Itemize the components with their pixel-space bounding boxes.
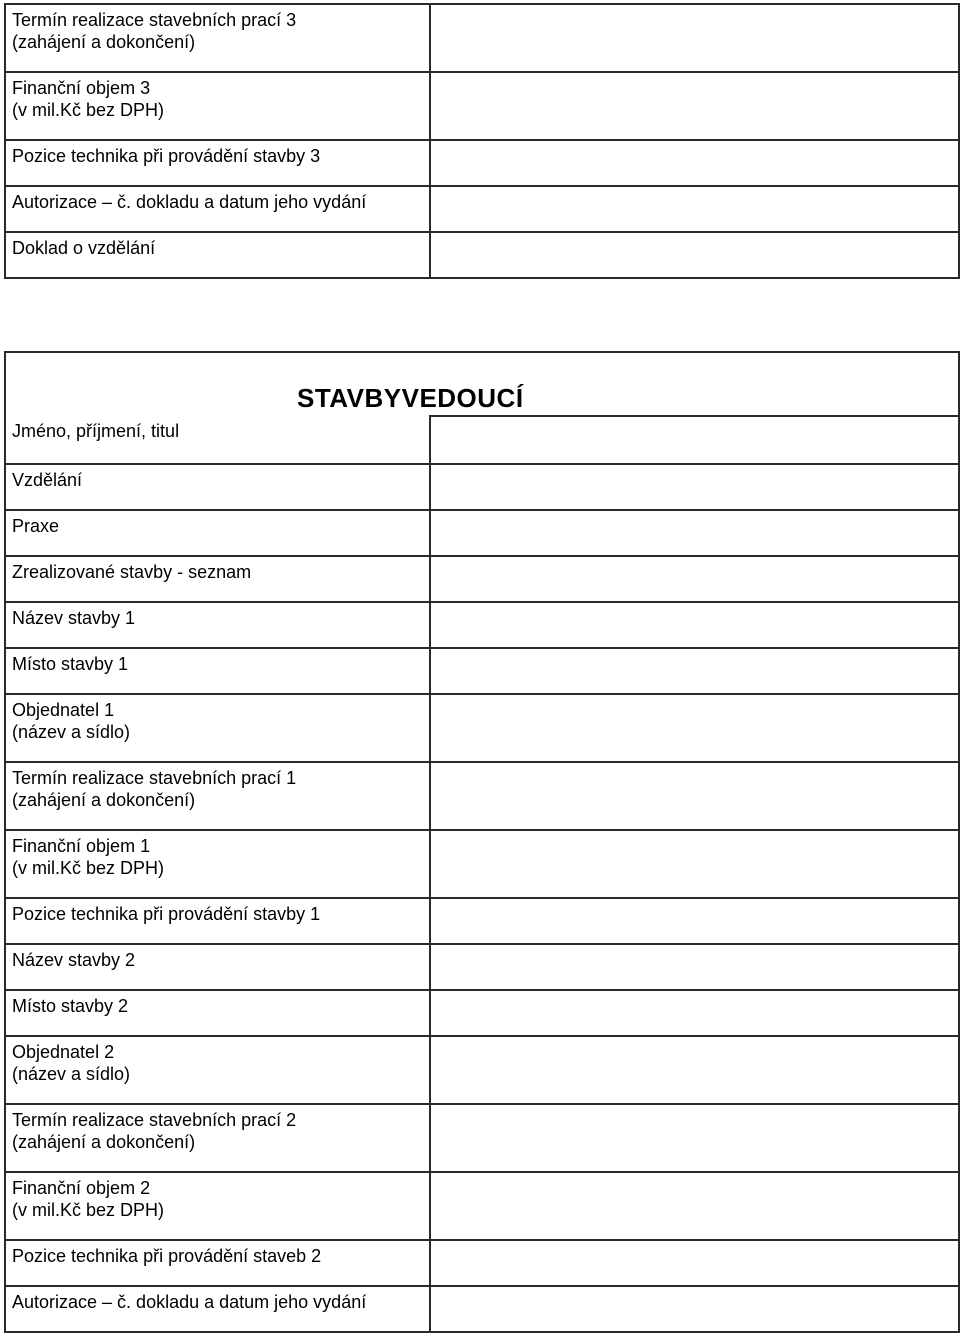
row-label-cell <box>5 416 430 464</box>
row-label-cell <box>5 898 430 944</box>
row-value-cell[interactable] <box>430 464 959 510</box>
row-label: Termín realizace stavebních prací 1 (zahájení a dokončení) <box>12 768 297 810</box>
row-label: Objednatel 2 (název a sídlo) <box>12 1042 131 1084</box>
row-label: Termín realizace stavebních prací 2 (zahájení a dokončení) <box>12 1110 297 1152</box>
row-label-cell <box>5 1172 430 1240</box>
row-label: Autorizace – č. dokladu a datum jeho vydání <box>12 192 367 212</box>
row-value-cell[interactable] <box>430 830 959 898</box>
form-row <box>5 648 959 694</box>
form-row <box>5 416 959 464</box>
row-label: Název stavby 2 <box>12 950 136 970</box>
row-label: Název stavby 1 <box>12 608 136 628</box>
row-label-cell <box>5 1104 430 1172</box>
row-label-cell <box>5 140 430 186</box>
row-value-cell[interactable] <box>430 990 959 1036</box>
row-value-cell[interactable] <box>430 1104 959 1172</box>
row-value-cell[interactable] <box>430 1240 959 1286</box>
form-row <box>5 72 959 140</box>
form-row <box>5 898 959 944</box>
row-label: Finanční objem 2 (v mil.Kč bez DPH) <box>12 1178 165 1220</box>
form-row <box>5 694 959 762</box>
row-label-cell <box>5 72 430 140</box>
row-label-cell <box>5 232 430 278</box>
previous-form-table <box>4 3 960 279</box>
row-value-cell[interactable] <box>430 648 959 694</box>
row-label-cell <box>5 1286 430 1332</box>
row-label: Termín realizace stavebních prací 3 (zahájení a dokončení) <box>12 10 297 52</box>
row-value-cell[interactable] <box>430 232 959 278</box>
title-cell <box>5 352 959 416</box>
row-label-cell <box>5 694 430 762</box>
row-label: Pozice technika při provádění staveb 2 <box>12 1246 322 1266</box>
row-label-cell <box>5 944 430 990</box>
form-row <box>5 186 959 232</box>
row-label-cell <box>5 186 430 232</box>
form-row <box>5 232 959 278</box>
form-row <box>5 830 959 898</box>
row-value-cell[interactable] <box>430 416 959 464</box>
form-title: STAVBYVEDOUCÍ <box>297 383 524 413</box>
row-label: Praxe <box>12 516 60 536</box>
row-label: Jméno, příjmení, titul <box>12 421 180 441</box>
form-row <box>5 602 959 648</box>
form-row <box>5 1104 959 1172</box>
row-label-cell <box>5 556 430 602</box>
row-value-cell[interactable] <box>430 1286 959 1332</box>
row-label: Místo stavby 1 <box>12 654 129 674</box>
row-value-cell[interactable] <box>430 602 959 648</box>
row-label-cell <box>5 648 430 694</box>
row-value-cell[interactable] <box>430 694 959 762</box>
row-value-cell[interactable] <box>430 72 959 140</box>
form-row <box>5 464 959 510</box>
form-row <box>5 944 959 990</box>
row-label-cell <box>5 464 430 510</box>
row-value-cell[interactable] <box>430 1036 959 1104</box>
row-value-cell[interactable] <box>430 944 959 990</box>
row-value-cell[interactable] <box>430 510 959 556</box>
row-label: Místo stavby 2 <box>12 996 129 1016</box>
form-row <box>5 556 959 602</box>
row-label-cell <box>5 990 430 1036</box>
row-label: Finanční objem 1 (v mil.Kč bez DPH) <box>12 836 165 878</box>
form-row <box>5 140 959 186</box>
row-value-cell[interactable] <box>430 186 959 232</box>
row-label: Pozice technika při provádění stavby 3 <box>12 146 321 166</box>
row-label: Pozice technika při provádění stavby 1 <box>12 904 321 924</box>
form-row <box>5 1240 959 1286</box>
row-value-cell[interactable] <box>430 140 959 186</box>
row-value-cell[interactable] <box>430 4 959 72</box>
form-row <box>5 1036 959 1104</box>
row-label: Zrealizované stavby - seznam <box>12 562 252 582</box>
row-label: Doklad o vzdělání <box>12 238 156 258</box>
row-label: Finanční objem 3 (v mil.Kč bez DPH) <box>12 78 165 120</box>
row-label: Objednatel 1 (název a sídlo) <box>12 700 131 742</box>
row-label: Autorizace – č. dokladu a datum jeho vydání <box>12 1292 367 1312</box>
row-label-cell <box>5 1036 430 1104</box>
form-row <box>5 1286 959 1332</box>
row-label-cell <box>5 762 430 830</box>
site-manager-form-table <box>4 351 960 1333</box>
row-value-cell[interactable] <box>430 1172 959 1240</box>
form-row <box>5 762 959 830</box>
form-row <box>5 990 959 1036</box>
row-label-cell <box>5 510 430 556</box>
row-label-cell <box>5 4 430 72</box>
row-label-cell <box>5 1240 430 1286</box>
form-row <box>5 510 959 556</box>
row-label-cell <box>5 830 430 898</box>
row-label-cell <box>5 602 430 648</box>
row-value-cell[interactable] <box>430 762 959 830</box>
row-label: Vzdělání <box>12 470 83 490</box>
form-row <box>5 1172 959 1240</box>
title-row <box>5 352 959 416</box>
row-value-cell[interactable] <box>430 898 959 944</box>
row-value-cell[interactable] <box>430 556 959 602</box>
form-row <box>5 4 959 72</box>
